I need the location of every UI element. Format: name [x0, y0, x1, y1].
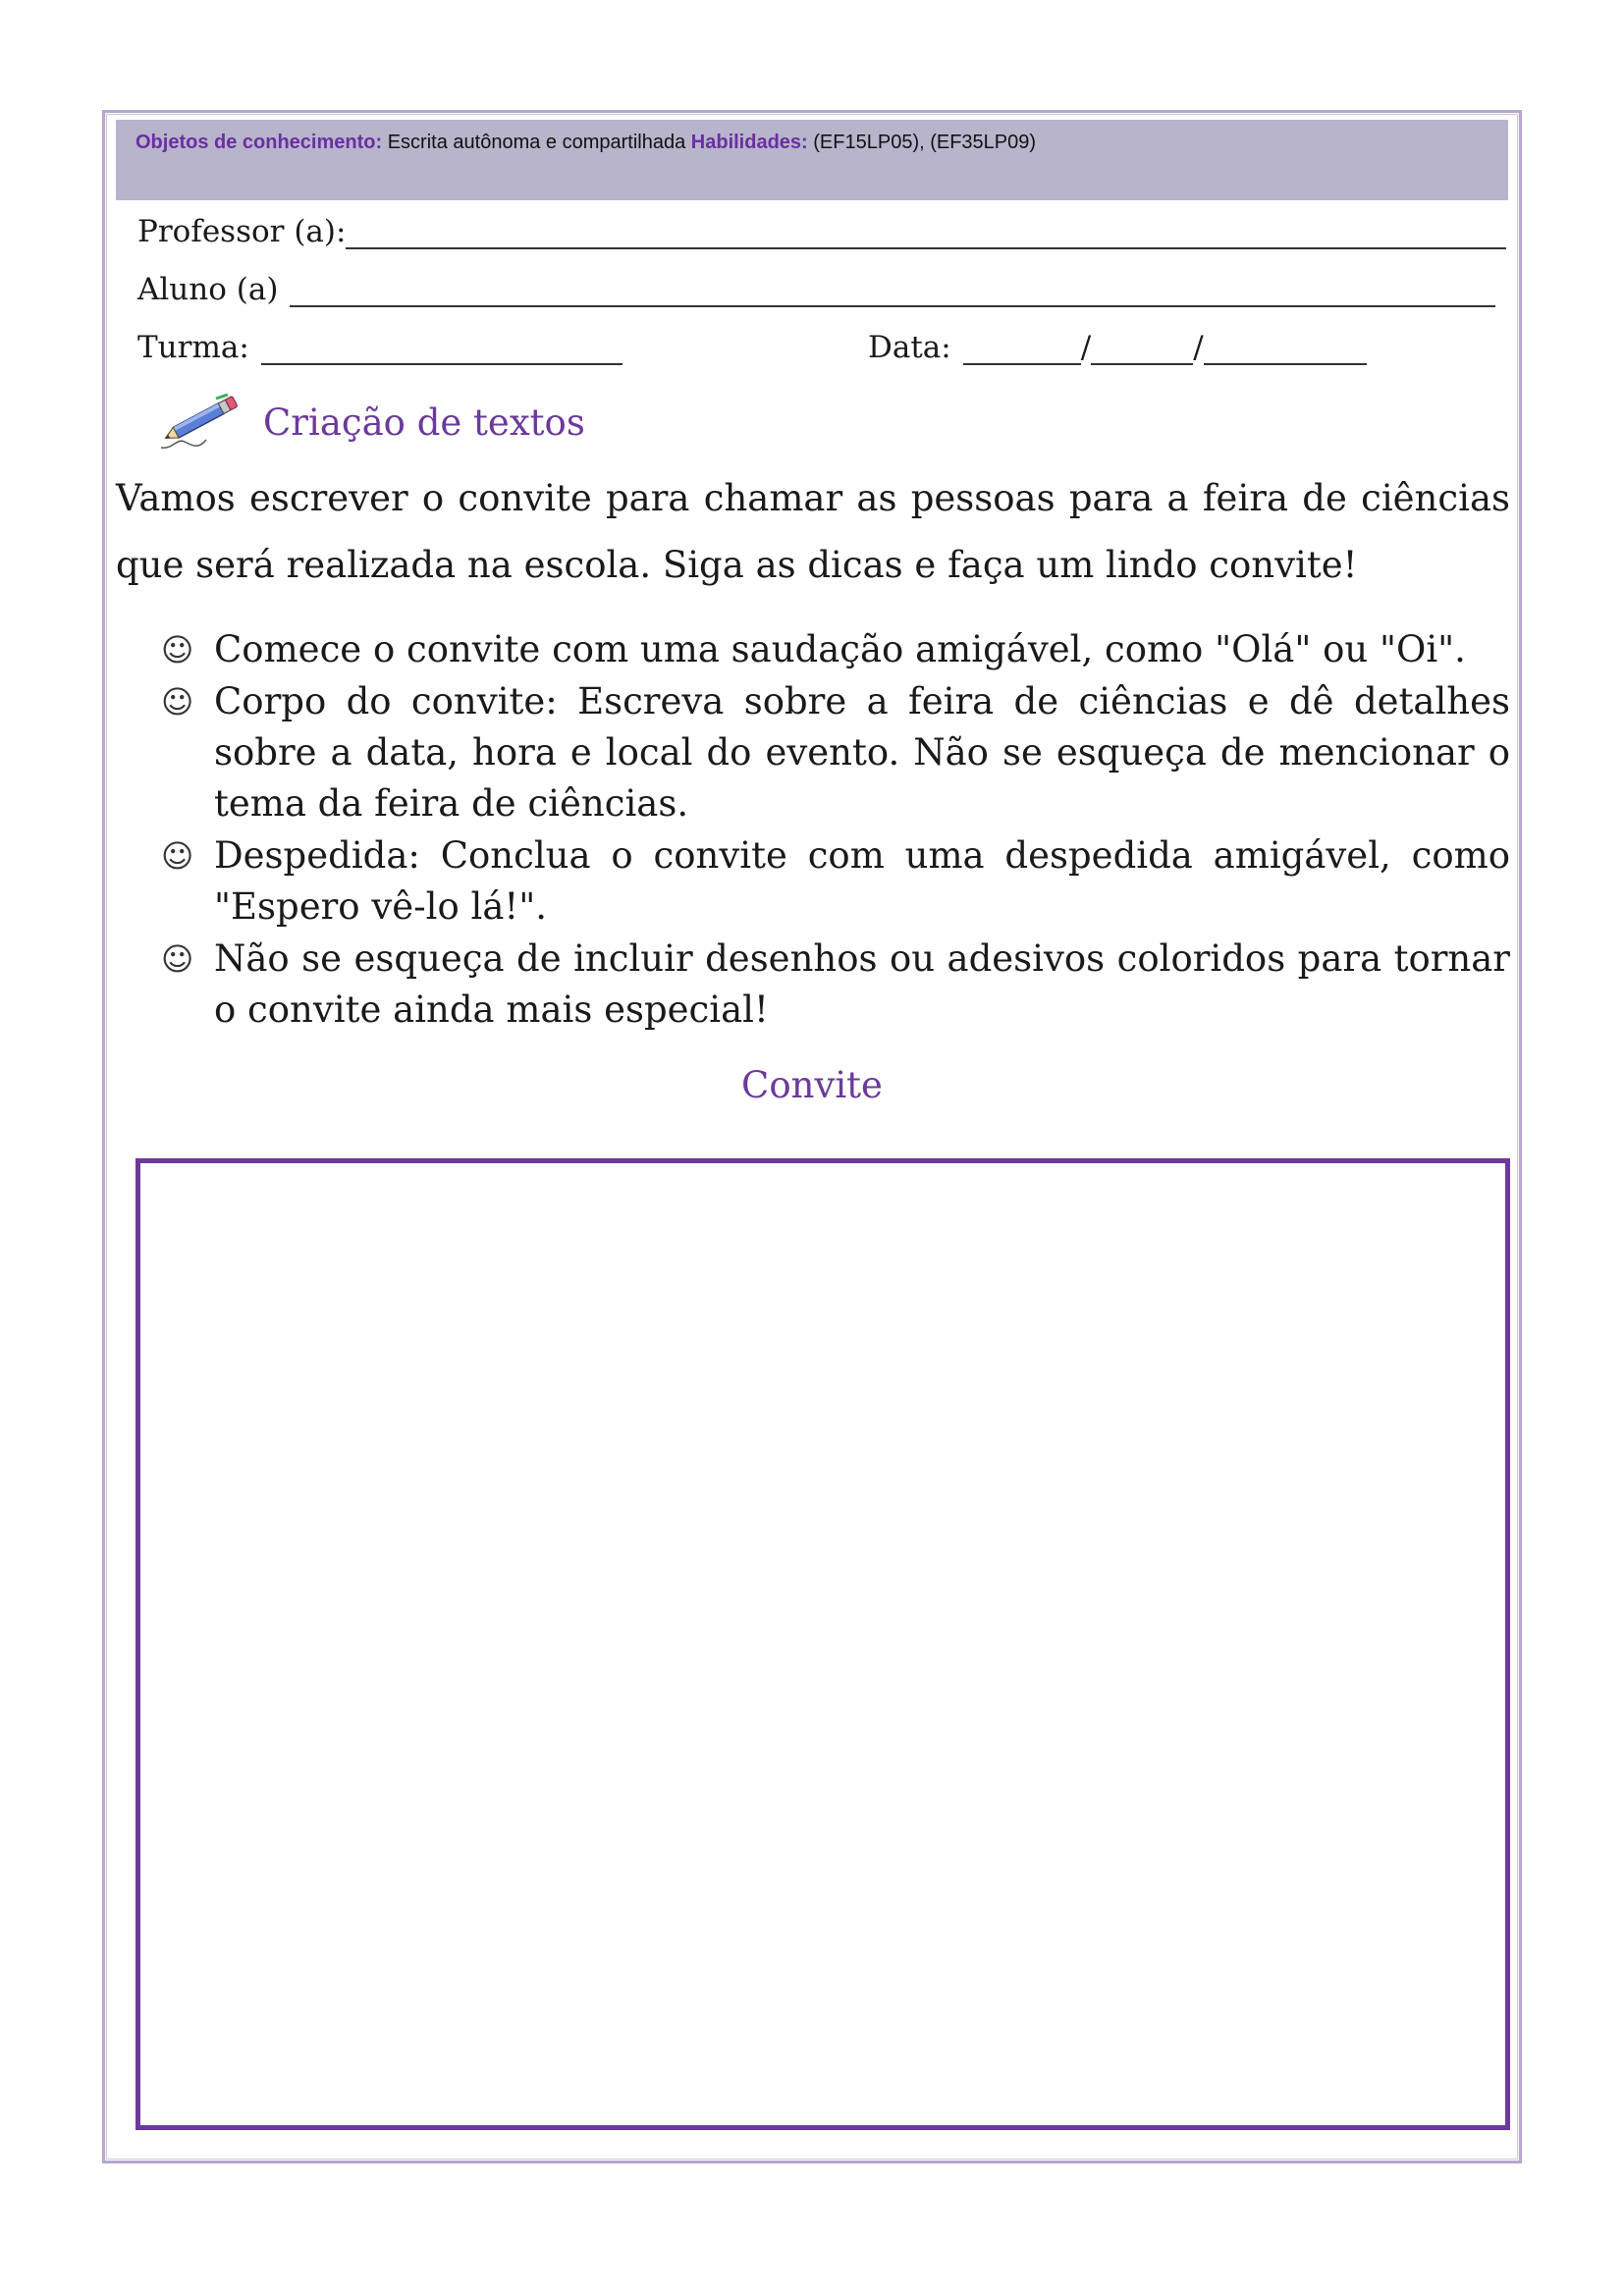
- aluno-field: [137, 272, 1495, 307]
- aluno-input-line[interactable]: [290, 278, 1495, 307]
- professor-input-line[interactable]: [346, 220, 1506, 249]
- professor-label: Professor (a):: [137, 214, 347, 249]
- turma-label: Turma:: [137, 330, 249, 365]
- date-separator-1: /: [1080, 330, 1092, 365]
- turma-field: [137, 330, 623, 365]
- objetos-label: Objetos de conhecimento:: [135, 132, 383, 153]
- header-band: [116, 120, 1508, 200]
- smiley-icon: ☺: [161, 683, 194, 721]
- professor-field: [137, 214, 1506, 249]
- date-separator-2: /: [1193, 330, 1204, 365]
- data-day-line[interactable]: [963, 336, 1081, 365]
- list-item: [161, 624, 1510, 675]
- data-field: [868, 330, 1367, 365]
- tip-text: Não se esqueça de incluir desenhos ou adesivos coloridos para tornar o convite ainda mais especial!: [214, 937, 1510, 1031]
- smiley-icon: ☺: [161, 837, 194, 875]
- habilidades-value: (EF15LP05), (EF35LP09): [813, 132, 1037, 153]
- intro-paragraph: Vamos escrever o convite para chamar as pessoas para a feira de ciências que será realizada na escola. Siga as dicas e faça um lindo convite!: [116, 477, 1510, 586]
- data-year-line[interactable]: [1204, 336, 1367, 365]
- data-month-line[interactable]: [1091, 336, 1193, 365]
- turma-input-line[interactable]: [261, 336, 623, 365]
- invitation-writing-box[interactable]: [135, 1158, 1510, 2130]
- smiley-icon: ☺: [161, 940, 194, 978]
- list-item: [161, 830, 1510, 933]
- convite-title: Convite: [741, 1064, 883, 1106]
- tip-text: Corpo do convite: Escreva sobre a feira de ciências e dê detalhes sobre a data, hora e local do evento. Não se esqueça de mencionar o tema da feira de ciências.: [214, 680, 1510, 825]
- section-title-text: Criação de textos: [263, 400, 585, 444]
- habilidades-label: Habilidades:: [690, 132, 808, 153]
- list-item: [161, 676, 1510, 829]
- tips-list: [161, 624, 1510, 1037]
- list-item: [161, 934, 1510, 1036]
- smiley-icon: ☺: [161, 631, 194, 668]
- section-title: [155, 391, 585, 454]
- aluno-label: Aluno (a): [137, 272, 279, 307]
- tip-text: Despedida: Conclua o convite com uma despedida amigável, como "Espero vê-lo lá!".: [214, 834, 1510, 928]
- objetos-value: Escrita autônoma e compartilhada: [387, 132, 686, 153]
- tip-text: Comece o convite com uma saudação amigável, como "Olá" ou "Oi".: [214, 628, 1466, 670]
- data-label: Data:: [868, 330, 951, 365]
- pencil-icon: [155, 391, 244, 454]
